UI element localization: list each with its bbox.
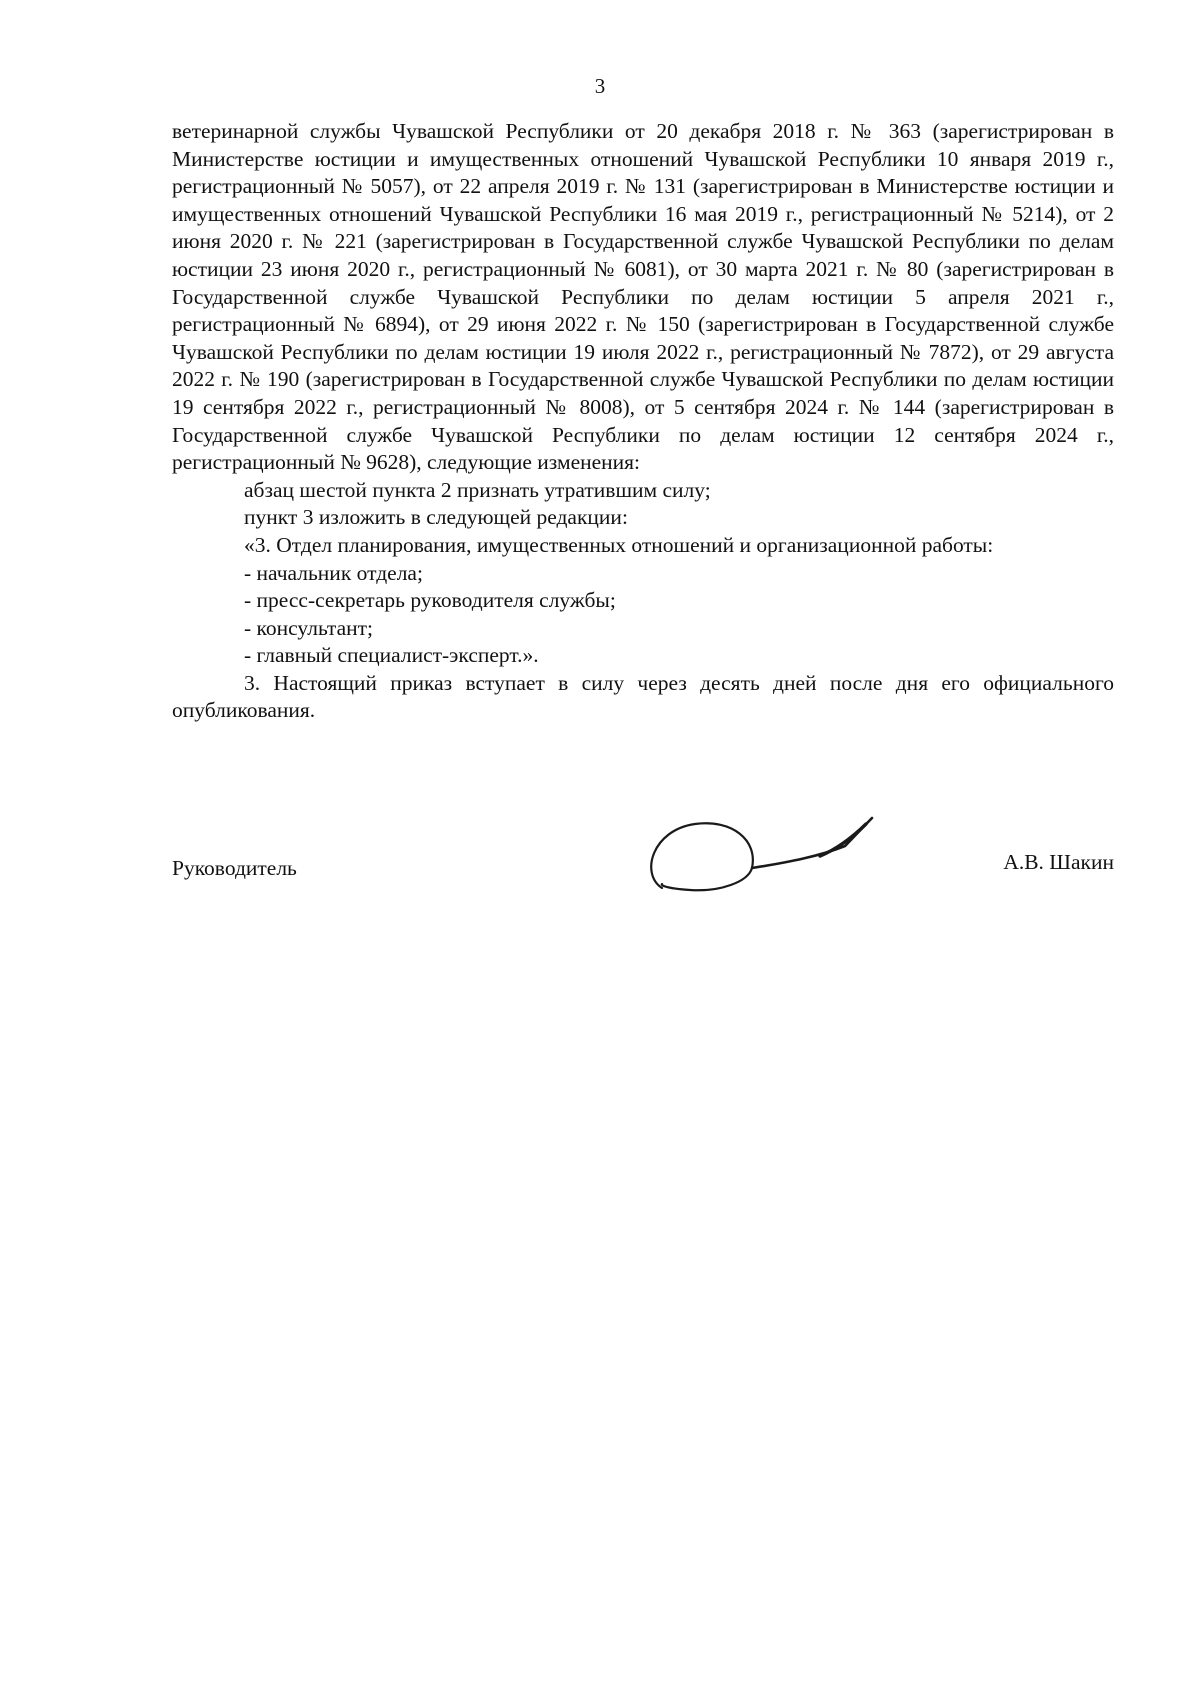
signature-position: Руководитель [172, 856, 297, 880]
document-body [172, 118, 1114, 725]
line-glavny-specialist: - главный специалист-эксперт.». [244, 643, 539, 668]
page-number: 3 [594, 74, 606, 98]
signature-name: А.В. Шакин [1003, 850, 1114, 874]
paragraph-entry-into-force: 3. Настоящий приказ вступает в силу через десять дней после дня его официального опубликования. [172, 670, 1114, 723]
line-abzac: абзац шестой пункта 2 признать утратившим силу; [244, 477, 711, 502]
paragraph-amendments: ветеринарной службы Чувашской Республики от 20 декабря 2018 г. № 363 (зарегистрирован в Министерстве юстиции и имущественных отношений Чувашской Республики 10 января 2019 г., регистрационный № 5057), от 22 апреля 2019 г. № 131 (зарегистрирован в Министерстве юстиции и имущественных отношений Чувашской Республики 16 мая 2019 г., регистрационный № 5214), от 2 июня 2020 г. № 221 (зарегистрирован в Государственной службе Чувашской Республики по делам юстиции 23 июня 2020 г., регистрационный № 6081), от 30 марта 2021 г. № 80 (зарегистрирован в Государственной службе Чувашской Республики по делам юстиции 5 апреля 2021 г., регистрационный № 6894), от 29 июня 2022 г. № 150 (зарегистрирован в Государственной службе Чувашской Республики по делам юстиции 19 июля 2022 г., регистрационный № 7872), от 29 августа 2022 г. № 190 (зарегистрирован в Государственной службе Чувашской Республики по делам юстиции 19 сентября 2022 г., регистрационный № 8008), от 5 сентября 2024 г. № 144 (зарегистрирован в Государственной службе Чувашской Республики по делам юстиции 12 сентября 2024 г., регистрационный № 9628), следующие изменения: [172, 119, 1114, 475]
line-press-secretary: - пресс-секретарь руководителя службы; [244, 588, 616, 613]
signature-row [172, 848, 1114, 878]
line-punkt-3: пункт 3 изложить в следующей редакции: [244, 505, 628, 530]
line-nachalnik: - начальник отдела; [244, 560, 423, 585]
line-otdel-title: «3. Отдел планирования, имущественных отношений и организационной работы: [244, 532, 994, 557]
line-konsultant: - консультант; [244, 615, 373, 640]
